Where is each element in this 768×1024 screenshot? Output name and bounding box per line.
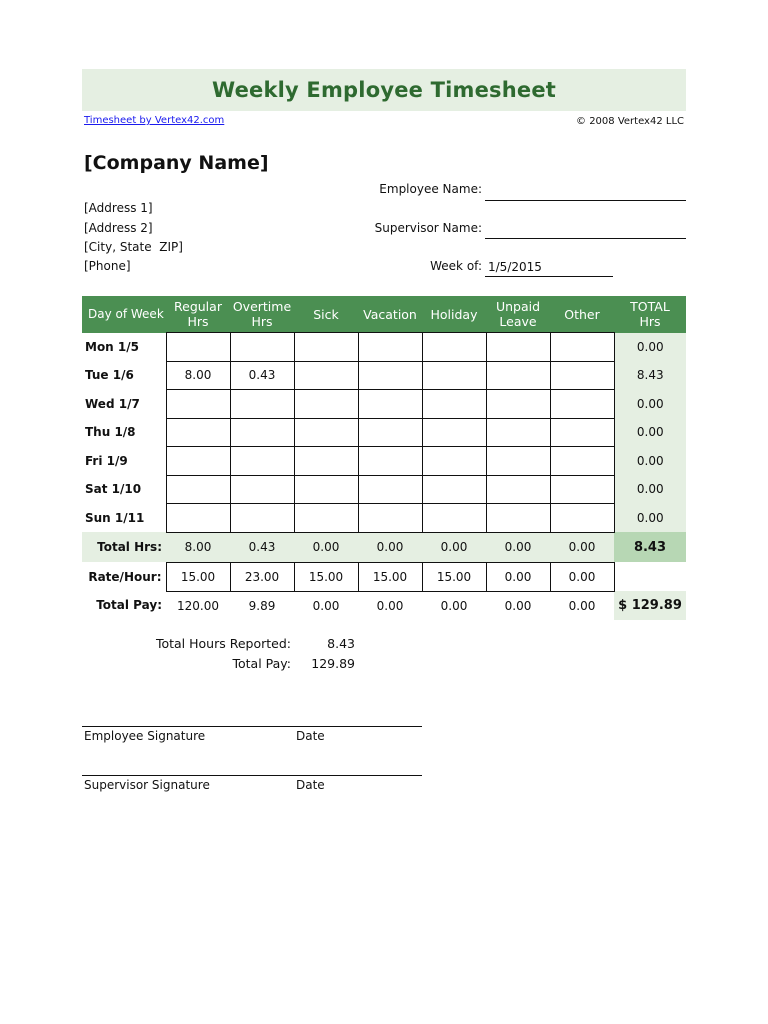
hours-cell-unpaid-leave[interactable] — [486, 361, 550, 390]
address-line-1[interactable]: [Address 1] — [84, 201, 153, 215]
hours-cell-holiday[interactable] — [422, 504, 486, 533]
hours-cell-vacation[interactable] — [358, 333, 422, 362]
header-other: Other — [550, 296, 614, 333]
city-state-zip[interactable]: [City, State ZIP] — [84, 240, 183, 254]
page-title: Weekly Employee Timesheet — [211, 78, 557, 102]
total-pay-row — [82, 591, 686, 620]
employee-signature-line[interactable] — [82, 726, 422, 727]
day-label: Mon 1/5 — [85, 339, 139, 354]
hours-cell-other[interactable] — [550, 333, 614, 362]
hours-cell-regular-hrs[interactable]: 8.00 — [166, 361, 230, 390]
hours-cell-vacation[interactable] — [358, 418, 422, 447]
hours-cell-vacation[interactable] — [358, 390, 422, 419]
header-regular-hrs: Regular Hrs — [166, 296, 230, 333]
hours-cell-overtime-hrs[interactable] — [230, 390, 294, 419]
rate-label: Rate/Hour: — [88, 569, 162, 584]
table-row — [82, 333, 686, 362]
hours-cell-overtime-hrs[interactable] — [230, 475, 294, 504]
hours-cell-holiday[interactable] — [422, 390, 486, 419]
hours-cell-sick[interactable] — [294, 418, 358, 447]
rate-cell-regular-hrs[interactable]: 15.00 — [166, 562, 230, 591]
row-total-cell: 0.00 — [614, 504, 686, 533]
week-of-field[interactable]: 1/5/2015 — [485, 259, 613, 277]
title-banner — [82, 69, 686, 111]
table-header-row — [82, 296, 686, 333]
row-total-cell: 0.00 — [614, 390, 686, 419]
hours-cell-regular-hrs[interactable] — [166, 504, 230, 533]
hours-cell-sick[interactable] — [294, 361, 358, 390]
row-total-cell: 0.00 — [614, 475, 686, 504]
hours-cell-regular-hrs[interactable] — [166, 390, 230, 419]
hours-cell-sick[interactable] — [294, 447, 358, 476]
rate-cell-holiday[interactable]: 15.00 — [422, 562, 486, 591]
total-hrs-cell-vacation: 0.00 — [358, 532, 422, 562]
hours-cell-holiday[interactable] — [422, 418, 486, 447]
total-pay-cell-vacation: 0.00 — [376, 598, 404, 613]
total-hrs-row — [82, 532, 686, 562]
total-pay-cell-overtime-hrs: 9.89 — [248, 598, 276, 613]
employee-signature-label: Employee Signature — [84, 729, 206, 743]
supervisor-date-label: Date — [296, 778, 325, 792]
header-unpaid-leave: Unpaid Leave — [486, 296, 550, 333]
hours-cell-unpaid-leave[interactable] — [486, 333, 550, 362]
supervisor-signature-label: Supervisor Signature — [84, 778, 210, 792]
hours-cell-regular-hrs[interactable] — [166, 333, 230, 362]
table-row — [82, 447, 686, 476]
header-total-hrs: TOTAL Hrs — [614, 296, 686, 333]
hours-cell-overtime-hrs[interactable]: 0.43 — [230, 361, 294, 390]
week-of-label: Week of: — [430, 259, 482, 273]
hours-cell-holiday[interactable] — [422, 475, 486, 504]
total-hours-reported-value: 8.43 — [327, 636, 355, 651]
day-label: Thu 1/8 — [85, 425, 136, 440]
hours-cell-holiday[interactable] — [422, 447, 486, 476]
hours-cell-other[interactable] — [550, 418, 614, 447]
rate-cell-overtime-hrs[interactable]: 23.00 — [230, 562, 294, 591]
total-hours-reported-label: Total Hours Reported: — [155, 636, 291, 651]
hours-cell-holiday[interactable] — [422, 361, 486, 390]
hours-cell-overtime-hrs[interactable] — [230, 447, 294, 476]
total-pay-cell-sick: 0.00 — [312, 598, 340, 613]
header-vacation: Vacation — [358, 296, 422, 333]
total-pay-cell-unpaid-leave: 0.00 — [504, 598, 532, 613]
day-label: Fri 1/9 — [85, 453, 128, 468]
total-pay-grand-total: $ 129.89 — [614, 591, 686, 620]
total-hrs-cell-unpaid-leave: 0.00 — [486, 532, 550, 562]
company-name[interactable]: [Company Name] — [84, 152, 269, 174]
hours-cell-unpaid-leave[interactable] — [486, 504, 550, 533]
rate-cell-other[interactable]: 0.00 — [550, 562, 614, 591]
total-pay-cell-other: 0.00 — [568, 598, 596, 613]
hours-cell-sick[interactable] — [294, 390, 358, 419]
header-overtime-hrs: Overtime Hrs — [230, 296, 294, 333]
timesheet-table — [82, 296, 686, 620]
hours-cell-sick[interactable] — [294, 475, 358, 504]
rate-cell-sick[interactable]: 15.00 — [294, 562, 358, 591]
total-pay-cell-holiday: 0.00 — [440, 598, 468, 613]
hours-cell-holiday[interactable] — [422, 333, 486, 362]
total-pay-summary-value: 129.89 — [311, 656, 355, 671]
header-day-of-week: Day of Week — [82, 296, 166, 333]
employee-date-label: Date — [296, 729, 325, 743]
day-label: Tue 1/6 — [85, 368, 134, 383]
hours-cell-vacation[interactable] — [358, 361, 422, 390]
hours-cell-other[interactable] — [550, 390, 614, 419]
day-label: Wed 1/7 — [85, 396, 140, 411]
copyright-text: © 2008 Vertex42 LLC — [576, 116, 684, 127]
total-pay-label: Total Pay: — [96, 598, 162, 613]
hours-cell-unpaid-leave[interactable] — [486, 390, 550, 419]
hours-cell-unpaid-leave[interactable] — [486, 475, 550, 504]
hours-cell-other[interactable] — [550, 475, 614, 504]
hours-cell-vacation[interactable] — [358, 447, 422, 476]
header-holiday: Holiday — [422, 296, 486, 333]
hours-cell-overtime-hrs[interactable] — [230, 333, 294, 362]
hours-cell-unpaid-leave[interactable] — [486, 418, 550, 447]
header-sick: Sick — [294, 296, 358, 333]
total-hrs-label: Total Hrs: — [82, 532, 166, 562]
total-pay-summary-label: Total Pay: — [232, 656, 291, 671]
hours-cell-regular-hrs[interactable] — [166, 447, 230, 476]
hours-cell-unpaid-leave[interactable] — [486, 447, 550, 476]
hours-cell-other[interactable] — [550, 447, 614, 476]
row-total-cell: 0.00 — [614, 333, 686, 362]
hours-cell-regular-hrs[interactable] — [166, 475, 230, 504]
total-hrs-cell-sick: 0.00 — [294, 532, 358, 562]
supervisor-signature-line[interactable] — [82, 775, 422, 776]
row-total-cell: 8.43 — [614, 361, 686, 390]
hours-cell-vacation[interactable] — [358, 475, 422, 504]
hours-cell-sick[interactable] — [294, 504, 358, 533]
hours-cell-sick[interactable] — [294, 333, 358, 362]
table-row — [82, 475, 686, 504]
table-row — [82, 504, 686, 533]
total-hrs-cell-overtime-hrs: 0.43 — [230, 532, 294, 562]
day-label: Sat 1/10 — [85, 482, 142, 497]
row-total-cell: 0.00 — [614, 418, 686, 447]
supervisor-name-field[interactable] — [485, 221, 686, 239]
total-hrs-grand-total: 8.43 — [614, 532, 686, 562]
address-line-2[interactable]: [Address 2] — [84, 221, 153, 235]
hours-cell-other[interactable] — [550, 504, 614, 533]
supervisor-name-label: Supervisor Name: — [374, 221, 482, 235]
rate-row — [82, 562, 686, 591]
employee-name-field[interactable] — [485, 183, 686, 201]
table-row — [82, 361, 686, 390]
vertex42-link[interactable]: Timesheet by Vertex42.com — [84, 115, 225, 126]
row-total-cell: 0.00 — [614, 447, 686, 476]
phone[interactable]: [Phone] — [84, 259, 131, 273]
total-hrs-cell-other: 0.00 — [550, 532, 614, 562]
employee-name-label: Employee Name: — [379, 182, 482, 196]
total-pay-cell-regular-hrs: 120.00 — [177, 598, 219, 613]
table-row — [82, 390, 686, 419]
hours-cell-regular-hrs[interactable] — [166, 418, 230, 447]
hours-cell-overtime-hrs[interactable] — [230, 418, 294, 447]
day-label: Sun 1/11 — [85, 510, 145, 525]
empty-cell — [614, 562, 686, 591]
hours-cell-other[interactable] — [550, 361, 614, 390]
rate-cell-unpaid-leave[interactable]: 0.00 — [486, 562, 550, 591]
hours-cell-overtime-hrs[interactable] — [230, 504, 294, 533]
hours-cell-vacation[interactable] — [358, 504, 422, 533]
table-row — [82, 418, 686, 447]
rate-cell-vacation[interactable]: 15.00 — [358, 562, 422, 591]
total-hrs-cell-holiday: 0.00 — [422, 532, 486, 562]
total-hrs-cell-regular-hrs: 8.00 — [166, 532, 230, 562]
